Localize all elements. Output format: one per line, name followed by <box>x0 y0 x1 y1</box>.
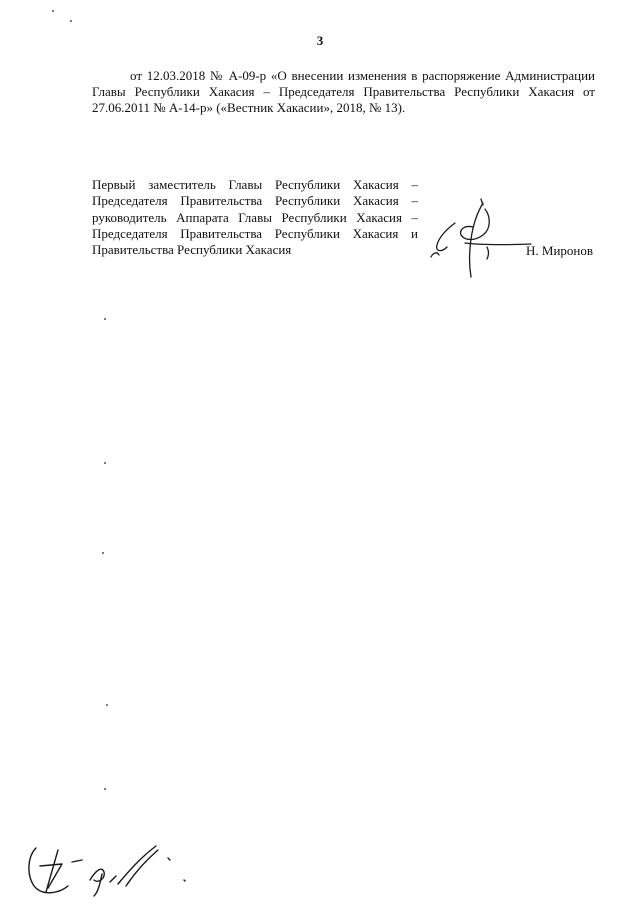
scan-speck <box>104 462 106 464</box>
handwritten-signature <box>425 195 535 280</box>
page-number: 3 <box>316 33 324 48</box>
signer-position-line: Председателя Правительства Республики Хакасия – <box>92 193 418 209</box>
signer-position-line: Первый заместитель Главы Республики Хакасия – <box>92 177 418 192</box>
scan-speck <box>106 704 108 706</box>
body-paragraph: от 12.03.2018 № А-09-р «О внесении изменения в распоряжение Администрации Главы Республики Хакасия – Председателя Правительства Республики Хакасия от 27.06.2011 № А-14-р» («Вестник Хакасии», 2018, № 13). <box>92 68 595 115</box>
signer-name: Н. Миронов <box>526 243 593 258</box>
scan-speck <box>70 20 72 22</box>
signer-position-line: руководитель Аппарата Главы Республики Хакасия – <box>92 209 418 225</box>
scan-speck <box>102 552 104 554</box>
signer-position-line: Председателя Правительства Республики Хакасия и <box>92 225 418 241</box>
scan-speck <box>104 318 106 320</box>
signer-position-line: Правительства Республики Хакасия <box>92 242 292 258</box>
scan-speck <box>104 788 106 790</box>
signer-position <box>92 177 418 258</box>
handwritten-mark <box>18 828 198 898</box>
scan-speck <box>52 10 54 12</box>
